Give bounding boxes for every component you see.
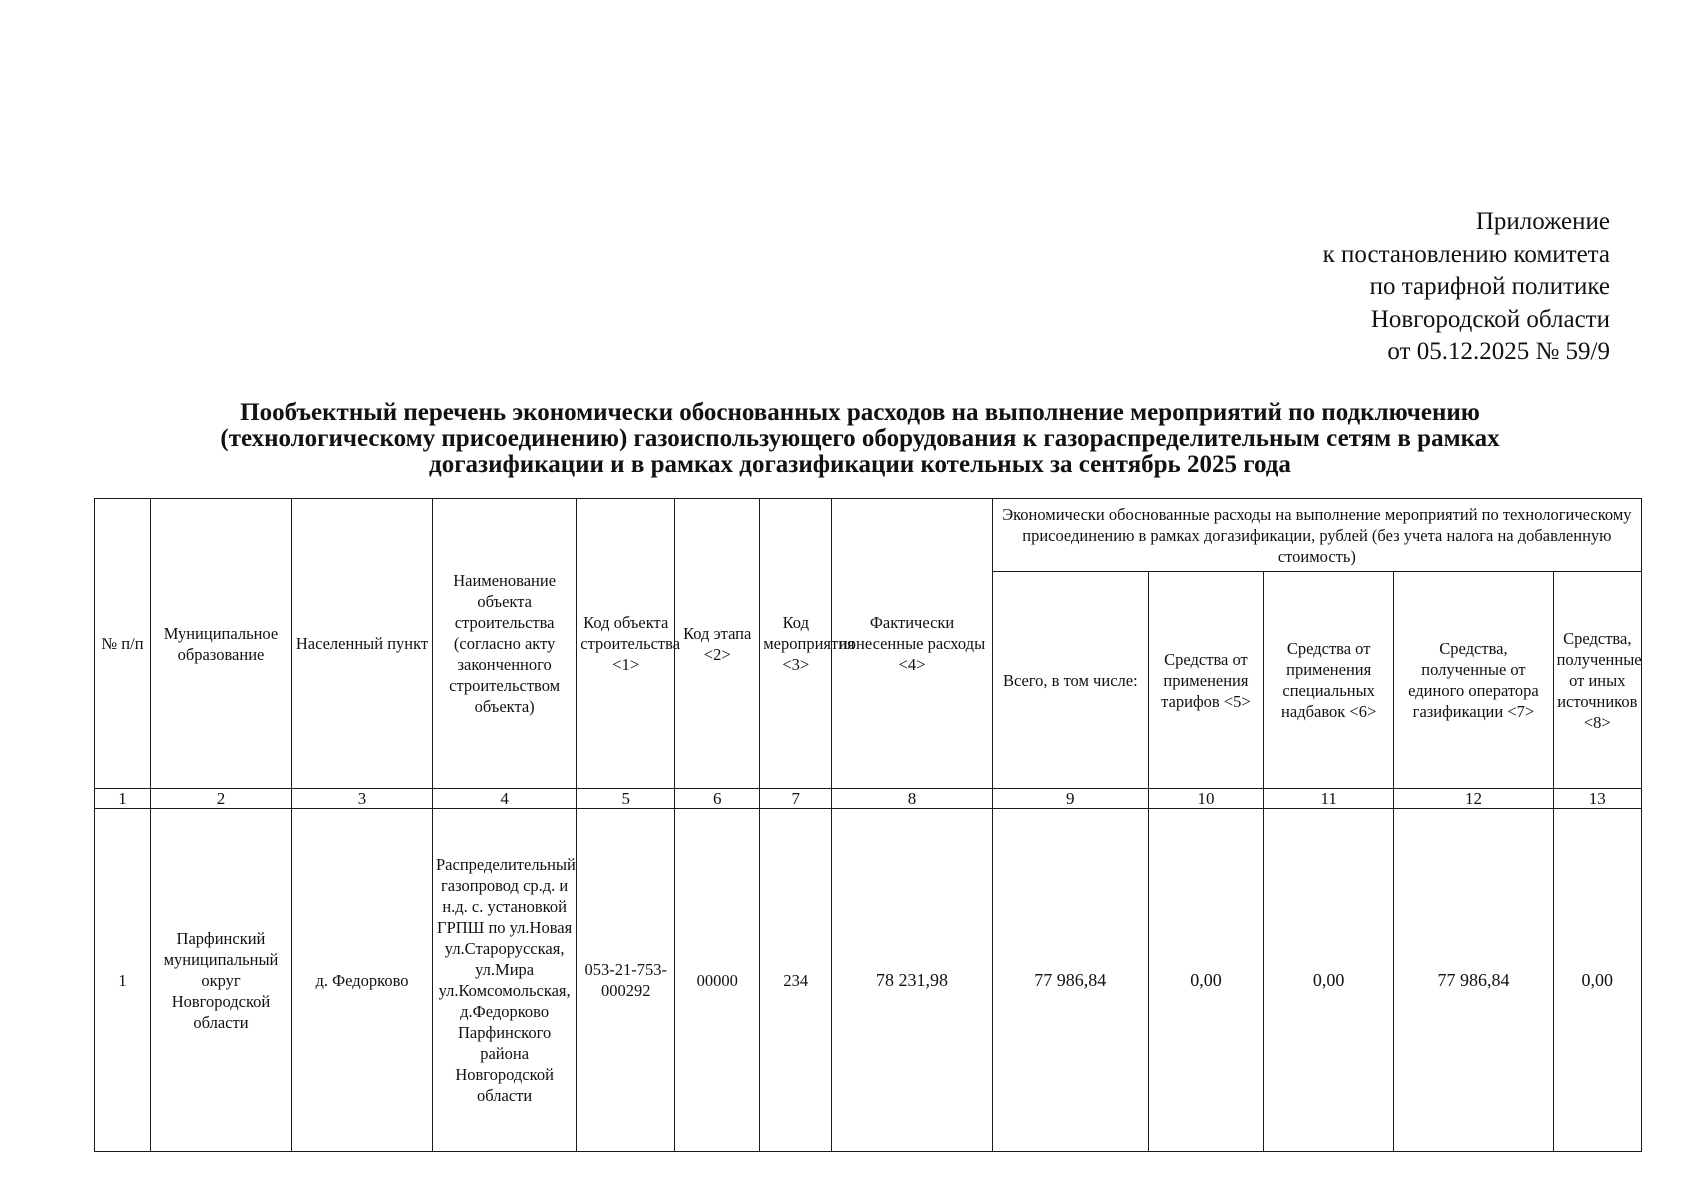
title-line: догазификации и в рамках догазификации котельных за сентябрь 2025 года — [429, 451, 1291, 478]
header-tariffs: Средства от применения тарифов <5> — [1148, 572, 1263, 789]
costs-table — [94, 498, 1642, 1152]
table-row — [95, 809, 1642, 1152]
cell-settlement: д. Федорково — [291, 809, 432, 1152]
header-object-code: Код объекта строительства <1> — [577, 499, 675, 789]
appendix-line: от 05.12.2025 № 59/9 — [1387, 338, 1610, 365]
header-other-sources: Средства, полученные от иных источников <8> — [1553, 572, 1641, 789]
header-stage-code: Код этапа <2> — [675, 499, 760, 789]
header-municipality: Муниципальное образование — [150, 499, 291, 789]
column-numbers-row — [95, 789, 1642, 809]
column-number: 4 — [433, 789, 577, 809]
document-title — [110, 400, 1610, 478]
column-number: 7 — [760, 789, 832, 809]
header-settlement: Населенный пункт — [291, 499, 432, 789]
column-number: 12 — [1394, 789, 1553, 809]
column-number: 3 — [291, 789, 432, 809]
column-number: 2 — [150, 789, 291, 809]
column-number: 13 — [1553, 789, 1641, 809]
title-line: Пообъектный перечень экономически обоснованных расходов на выполнение мероприятий по подключению — [240, 399, 1480, 426]
cell-stage-code: 00000 — [675, 809, 760, 1152]
appendix-line: к постановлению комитета — [1322, 240, 1610, 268]
cell-other-sources: 0,00 — [1553, 809, 1641, 1152]
appendix-line: Приложение — [1475, 208, 1610, 235]
cell-event-code: 234 — [760, 809, 832, 1152]
cell-special-allowances: 0,00 — [1264, 809, 1394, 1152]
cell-municipality: Парфинский муниципальный округ Новгородской области — [150, 809, 291, 1152]
cell-num: 1 — [95, 809, 151, 1152]
column-number: 1 — [95, 789, 151, 809]
column-number: 10 — [1148, 789, 1263, 809]
appendix-line: по тарифной политике — [1369, 273, 1610, 300]
cell-tariffs: 0,00 — [1148, 809, 1263, 1152]
header-actual-costs: Фактически понесенные расходы <4> — [832, 499, 992, 789]
cell-single-operator: 77 986,84 — [1394, 809, 1553, 1152]
header-object: Наименование объекта строительства (согласно акту законченного строительством объекта) — [433, 499, 577, 789]
header-event-code: Код мероприятия <3> — [760, 499, 832, 789]
cell-object: Распределительный газопровод ср.д. и н.д. с. установкой ГРПШ по ул.Новая ул.Старорусская, ул.Мира ул.Комсомольская, д.Федорково Парфинского района Новгородской области — [433, 809, 577, 1152]
header-single-operator: Средства, полученные от единого оператора газификации <7> — [1394, 572, 1553, 789]
column-number: 5 — [577, 789, 675, 809]
column-number: 6 — [675, 789, 760, 809]
column-number: 11 — [1264, 789, 1394, 809]
column-number: 9 — [992, 789, 1148, 809]
header-group-economic-costs: Экономически обоснованные расходы на выполнение мероприятий по технологическому присоединению в рамках догазификации, рублей (без учета налога на добавленную стоимость) — [992, 499, 1641, 572]
appendix-block — [1010, 206, 1610, 369]
cell-actual-costs: 78 231,98 — [832, 809, 992, 1152]
cell-object-code: 053-21-753-000292 — [577, 809, 675, 1152]
header-total: Всего, в том числе: — [992, 572, 1148, 789]
cell-total: 77 986,84 — [992, 809, 1148, 1152]
column-number: 8 — [832, 789, 992, 809]
header-special-allowances: Средства от применения специальных надбавок <6> — [1264, 572, 1394, 789]
header-row-top — [95, 499, 1642, 572]
title-line: (технологическому присоединению) газоиспользующего оборудования к газораспределительным сетям в рамках — [220, 425, 1500, 452]
header-num: № п/п — [95, 499, 151, 789]
appendix-line: Новгородской области — [1370, 305, 1610, 333]
